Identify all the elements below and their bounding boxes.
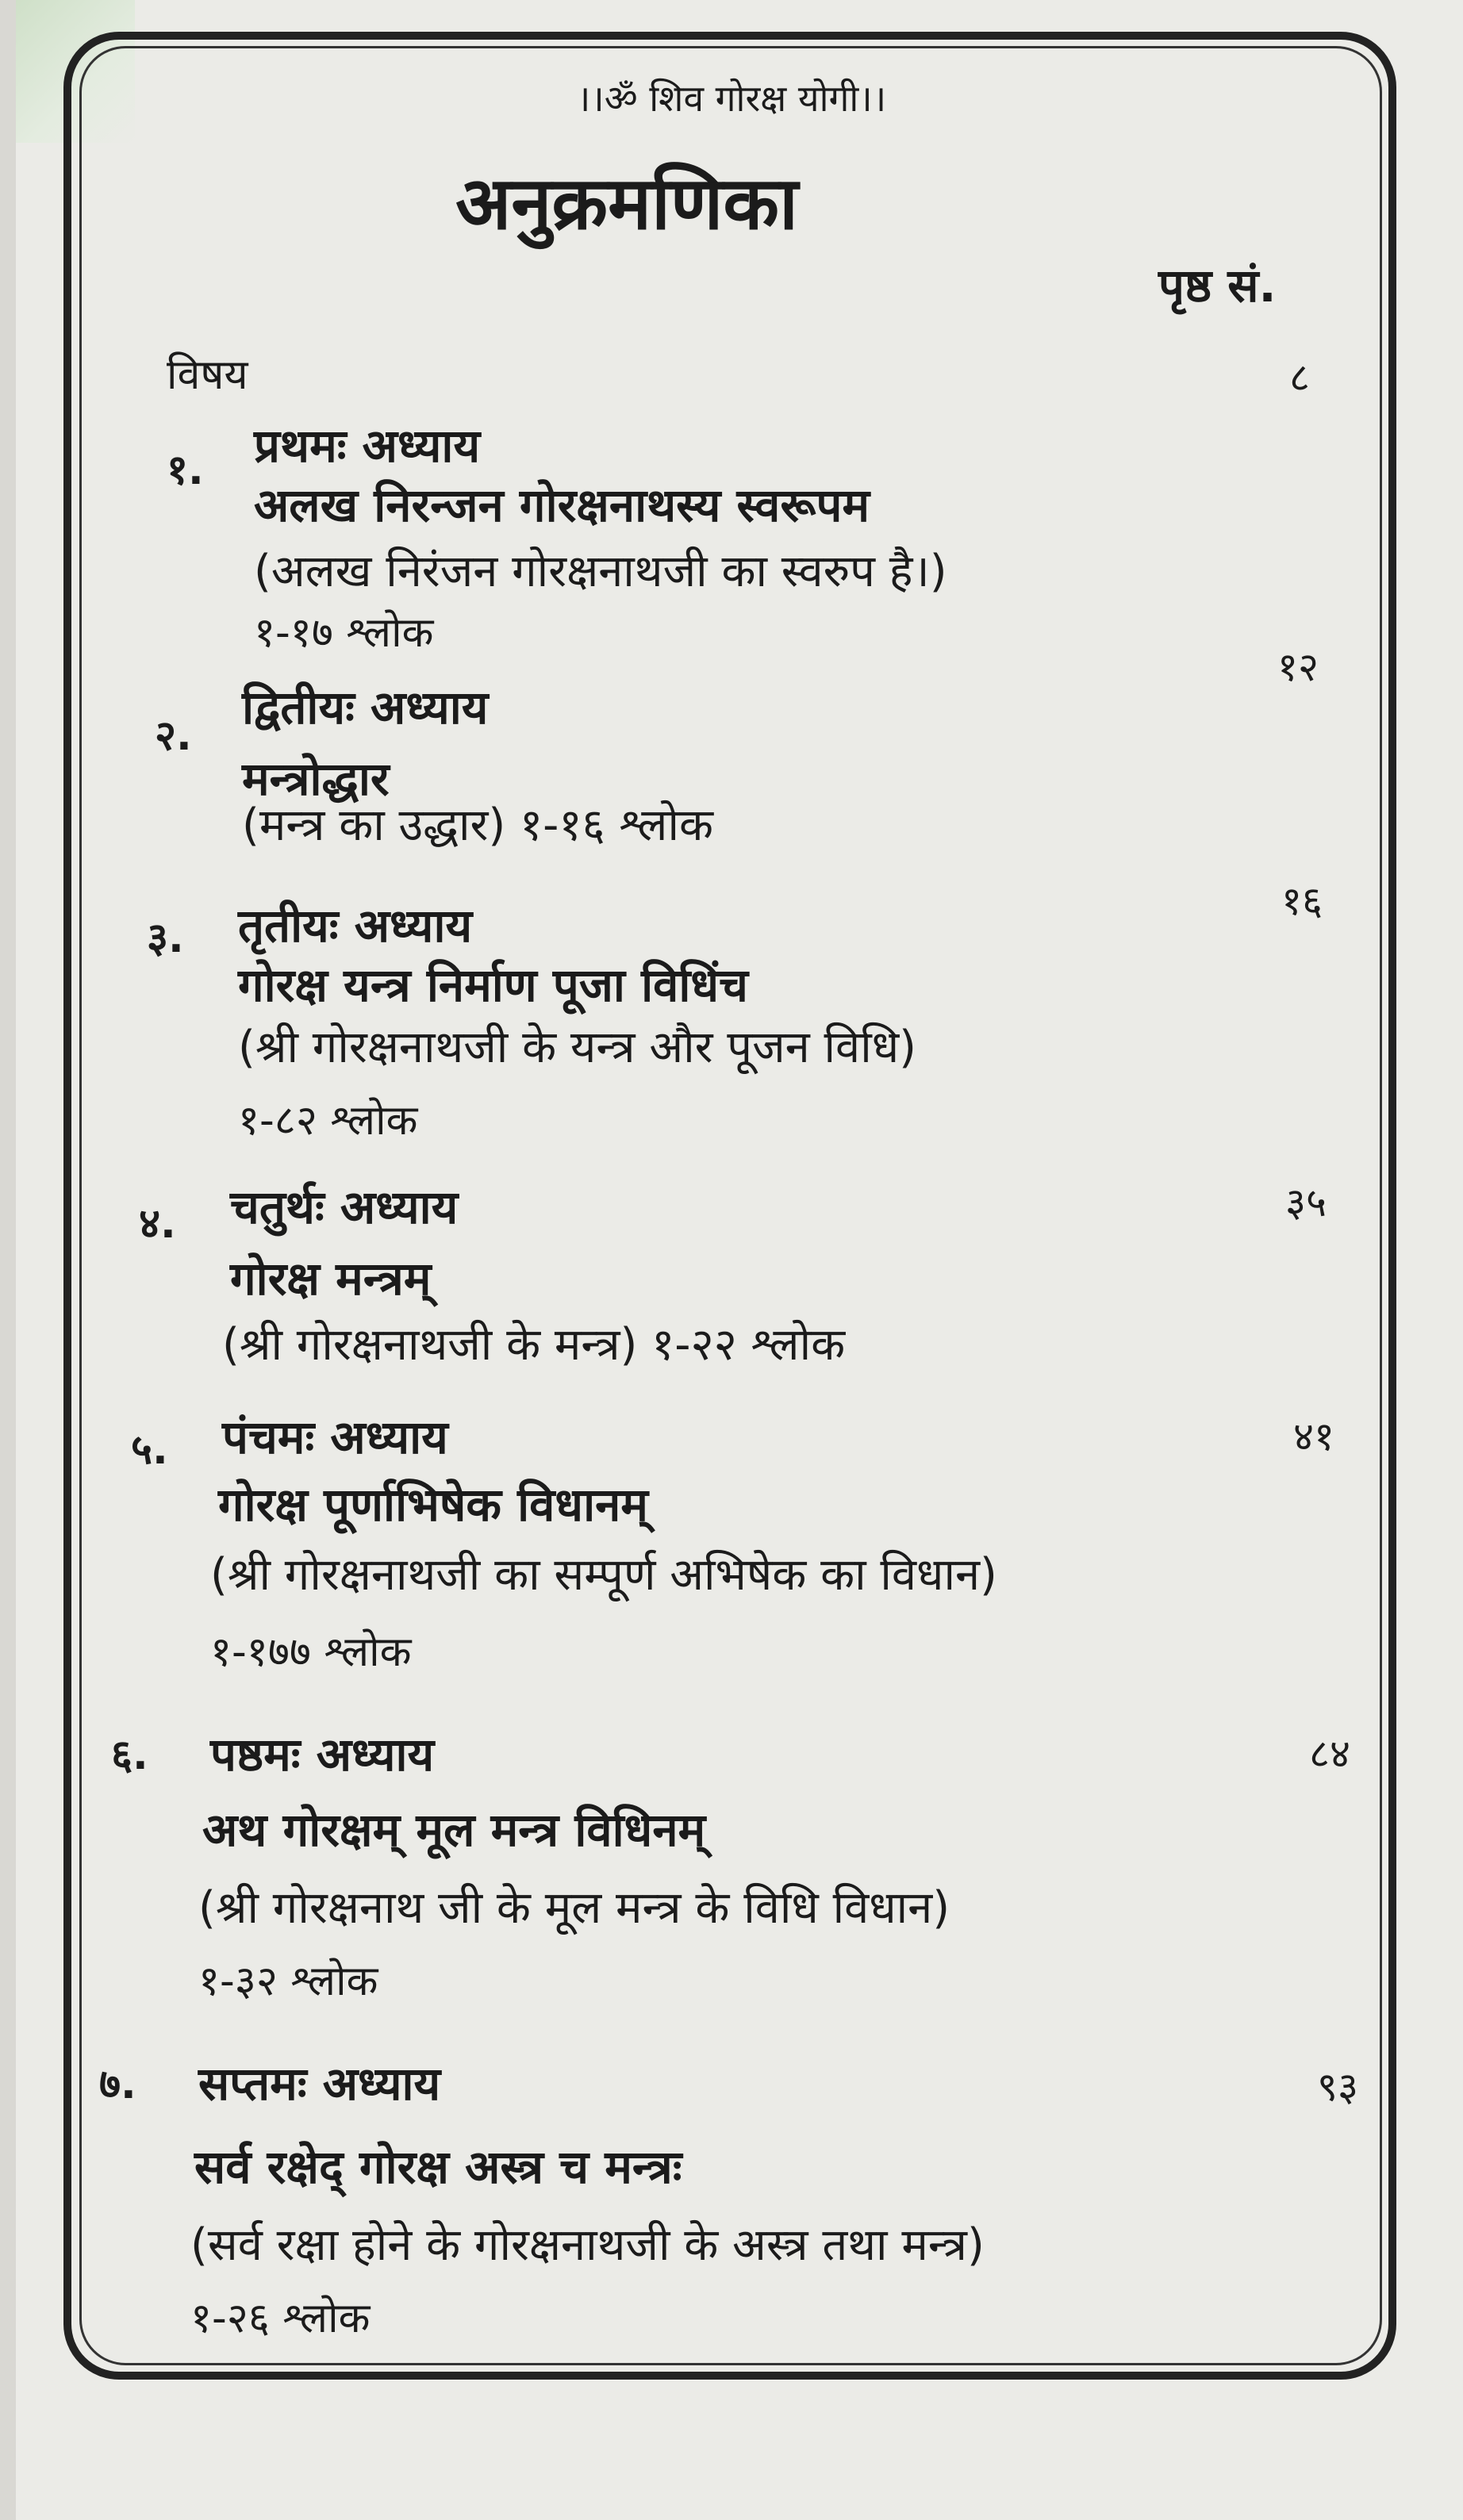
subject-page-number: ८	[1289, 355, 1310, 401]
chapter-shloka-range: १-१७ श्लोक	[254, 609, 434, 657]
chapter-shloka-range: १-२६ श्लोक	[190, 2295, 371, 2342]
chapter-page-number: ९३	[1317, 2064, 1358, 2110]
chapter-title: पष्ठमः अध्याय	[210, 1728, 435, 1782]
chapter-shloka-range: १-१७७ श्लोक	[210, 1628, 412, 1676]
chapter-number: ७.	[99, 2061, 136, 2108]
chapter-hindi-description: (श्री गोरक्षनाथजी के यन्त्र और पूजन विधि)	[238, 1022, 916, 1073]
chapter-title: पंचमः अध्याय	[222, 1410, 448, 1464]
chapter-hindi-description: (अलख निरंजन गोरक्षनाथजी का स्वरुप है।)	[254, 546, 947, 597]
chapter-number: ३.	[147, 915, 184, 962]
chapter-title: सप्तमः अध्याय	[198, 2057, 441, 2111]
chapter-hindi-description: (मन्त्र का उद्धार) १-१६ श्लोक	[242, 800, 713, 851]
chapter-page-number: ८४	[1309, 1731, 1350, 1777]
chapter-page-number: ४१	[1293, 1413, 1334, 1459]
chapter-sanskrit-title: अलख निरन्जन गोरक्षनाथस्य स्वरूपम	[254, 478, 870, 532]
chapter-sanskrit-title: गोरक्ष यन्त्र निर्माण पूजा विधिंच	[238, 958, 748, 1012]
chapter-number: ४.	[139, 1200, 176, 1248]
chapter-title: चतुर्थः अध्याय	[230, 1180, 459, 1234]
chapter-number: ६.	[111, 1732, 148, 1779]
chapter-number: ५.	[131, 1426, 168, 1474]
page-title: अनुक्रमणिका	[455, 161, 798, 246]
chapter-title: द्वितीयः अध्याय	[242, 681, 489, 735]
chapter-number: २.	[155, 712, 192, 760]
chapter-number: १.	[167, 447, 204, 494]
invocation: ।।ॐ शिव गोरक्ष योगी।।	[576, 77, 887, 120]
chapter-sanskrit-title: अथ गोरक्षम् मूल मन्त्र विधिनम्	[202, 1803, 706, 1857]
chapter-hindi-description: (सर्व रक्षा होने के गोरक्षनाथजी के अस्त्र तथा मन्त्र)	[190, 2219, 985, 2271]
chapter-shloka-range: १-३२ श्लोक	[198, 1958, 378, 2005]
subject-heading: विषय	[167, 351, 248, 399]
chapter-title: तृतीयः अध्याय	[238, 899, 473, 953]
page-number-heading: पृष्ठ सं.	[1158, 259, 1277, 313]
chapter-hindi-description: (श्री गोरक्षनाथ जी के मूल मन्त्र के विधि विधान)	[198, 1882, 950, 1934]
chapter-hindi-description: (श्री गोरक्षनाथजी का सम्पूर्ण अभिषेक का विधान)	[210, 1549, 997, 1601]
chapter-page-number: १२	[1277, 644, 1319, 690]
chapter-page-number: १६	[1281, 878, 1323, 924]
chapter-hindi-description: (श्री गोरक्षनाथजी के मन्त्र) १-२२ श्लोक	[222, 1319, 846, 1371]
chapter-sanskrit-title: मन्त्रोद्धार	[242, 752, 390, 806]
chapter-title: प्रथमः अध्याय	[254, 419, 481, 473]
chapter-sanskrit-title: सर्व रक्षेद् गोरक्ष अस्त्र च मन्त्रः	[194, 2140, 682, 2194]
chapter-sanskrit-title: गोरक्ष पूर्णाभिषेक विधानम्	[218, 1478, 648, 1532]
chapter-shloka-range: १-८२ श्लोक	[238, 1097, 418, 1145]
chapter-sanskrit-title: गोरक्ष मन्त्रम्	[230, 1252, 432, 1306]
chapter-page-number: ३५	[1285, 1179, 1327, 1225]
